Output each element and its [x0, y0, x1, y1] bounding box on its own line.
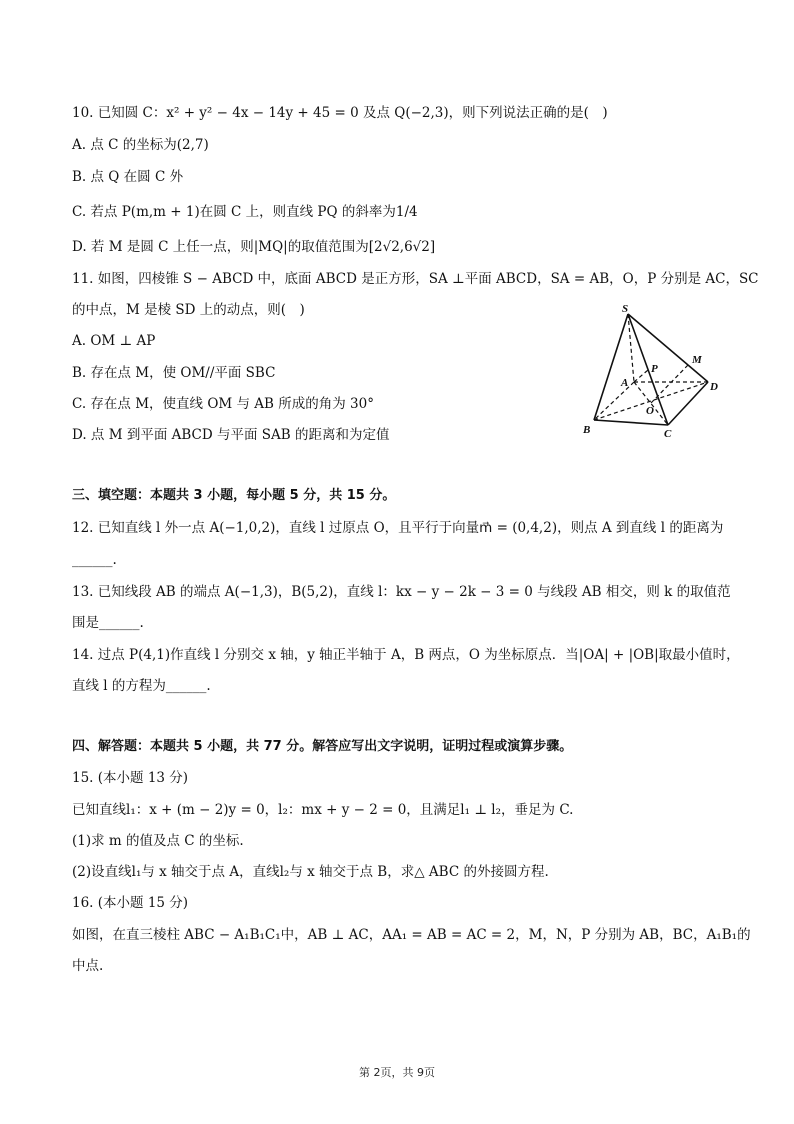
- q16-line1: 如图，在直三棱柱 ABC − A₁B₁C₁中，AB ⊥ AC，AA₁ = AB = AC = 2，M，N，P 分别为 AB，BC，A₁B₁的: [72, 927, 751, 943]
- q15-line2: (1)求 m 的值及点 C 的坐标.: [72, 833, 244, 849]
- q16-heading: 16. (本小题 15 分): [72, 895, 189, 911]
- q12-line1: 12. 已知直线 l 外一点 A(−1,0,2)，直线 l 过原点 O，且平行于向量m⃗ = (0,4,2)，则点 A 到直线 l 的距离为: [72, 520, 724, 536]
- label-d: D: [710, 381, 718, 393]
- q13-line2: 围是______.: [72, 615, 144, 631]
- q15-line3: (2)设直线l₁与 x 轴交于点 A，直线l₂与 x 轴交于点 B，求△ ABC 的外接圆方程.: [72, 864, 549, 880]
- label-s: S: [622, 303, 629, 315]
- q11-stem-line1: 11. 如图，四棱锥 S − ABCD 中，底面 ABCD 是正方形，SA ⊥平面 ABCD，SA = AB，O，P 分别是 AC，SC: [72, 271, 759, 287]
- label-o: O: [646, 405, 654, 417]
- q10-stem: 10. 已知圆 C：x² + y² − 4x − 14y + 45 = 0 及点 Q(−2,3)，则下列说法正确的是( ): [72, 105, 608, 121]
- q14-line1: 14. 过点 P(4,1)作直线 l 分别交 x 轴，y 轴正半轴于 A，B 两点，O 为坐标原点．当|OA| + |OB|取最小值时，: [72, 647, 740, 663]
- q10-option-a: A. 点 C 的坐标为(2,7): [72, 137, 209, 153]
- q15-heading: 15. (本小题 13 分): [72, 770, 189, 786]
- label-m: M: [692, 354, 702, 366]
- q11-option-d: D. 点 M 到平面 ABCD 与平面 SAB 的距离和为定值: [72, 427, 390, 443]
- edge-bc: [594, 420, 668, 425]
- q11-stem-line2: 的中点，M 是棱 SD 上的动点，则( ): [72, 302, 305, 318]
- q10-option-b: B. 点 Q 在圆 C 外: [72, 169, 184, 185]
- q11-option-c: C. 存在点 M，使直线 OM 与 AB 所成的角为 30°: [72, 396, 374, 412]
- label-b: B: [583, 424, 591, 436]
- q16-line2: 中点.: [72, 958, 104, 974]
- q10-option-c: C. 若点 P(m,m + 1)在圆 C 上，则直线 PQ 的斜率为1/4: [72, 204, 418, 220]
- page-number-footer: 第 2页，共 9页: [359, 1066, 435, 1079]
- q11-option-b: B. 存在点 M，使 OM//平面 SBC: [72, 365, 276, 381]
- q11-option-a: A. OM ⊥ AP: [72, 333, 156, 349]
- q14-line2: 直线 l 的方程为______.: [72, 678, 211, 694]
- label-c: C: [664, 428, 672, 440]
- edge-ac: [634, 382, 668, 425]
- edge-ap: [634, 370, 648, 382]
- q10-option-d: D. 若 M 是圆 C 上任一点，则|MQ|的取值范围为[2√2,6√2]: [72, 239, 436, 255]
- section-3-heading: 三、填空题：本题共 3 小题，每小题 5 分，共 15 分。: [72, 488, 396, 503]
- q12-line2: ______.: [72, 552, 117, 568]
- label-p: P: [651, 363, 658, 375]
- q15-line1: 已知直线l₁：x + (m − 2)y = 0，l₂：mx + y − 2 = 0，且满足l₁ ⊥ l₂，垂足为 C.: [72, 802, 574, 818]
- section-4-heading: 四、解答题：本题共 5 小题，共 77 分。解答应写出文字说明，证明过程或演算步骤。: [72, 739, 573, 754]
- q13-line1: 13. 已知线段 AB 的端点 A(−1,3)，B(5,2)，直线 l：kx − y − 2k − 3 = 0 与线段 AB 相交，则 k 的取值范: [72, 584, 731, 600]
- label-a: A: [621, 377, 629, 389]
- pyramid-figure: [578, 300, 726, 440]
